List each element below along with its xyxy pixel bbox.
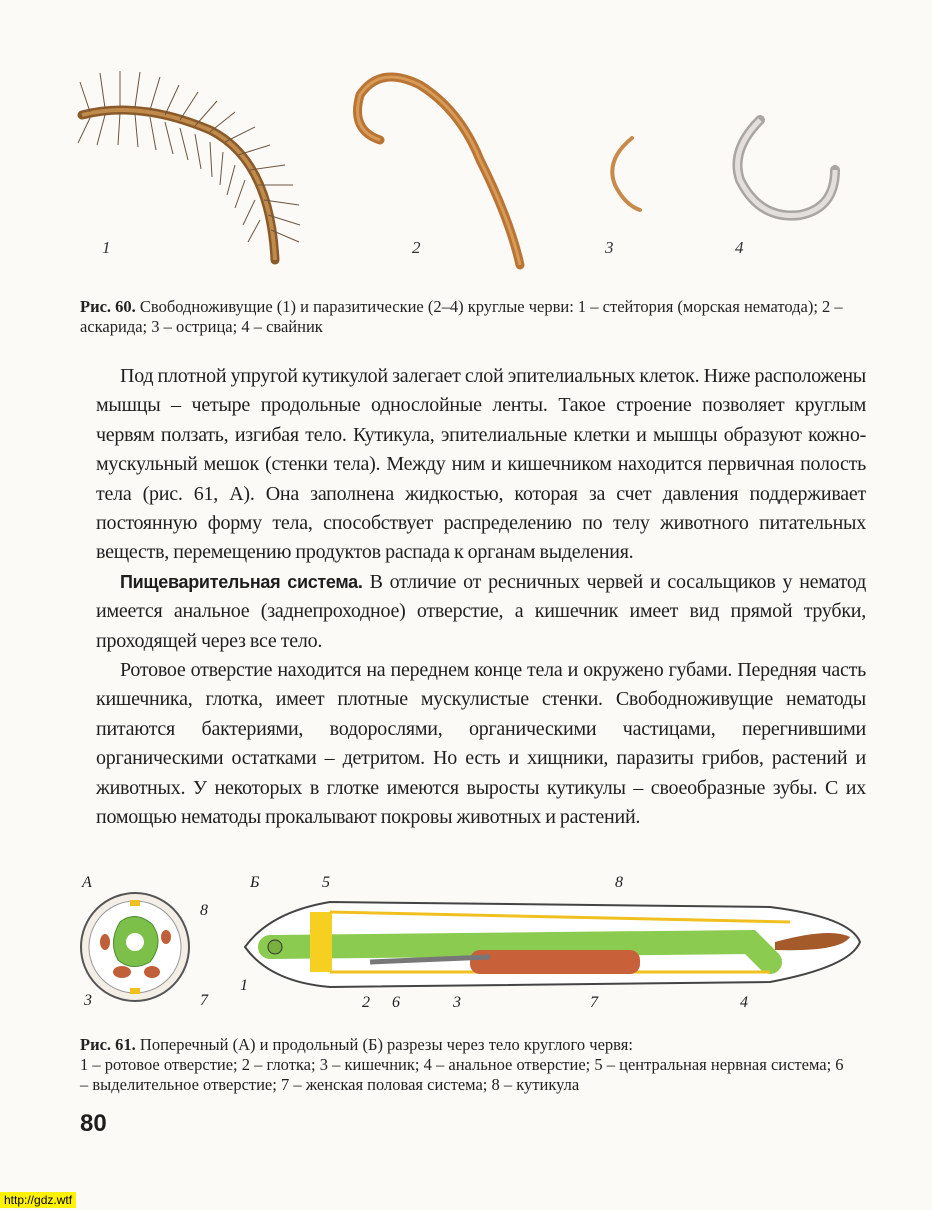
caption-title: Рис. 60.	[80, 297, 136, 316]
b-label-4: 4	[740, 994, 748, 1011]
figure-61-caption	[80, 1035, 850, 1095]
figure-61	[70, 872, 870, 1032]
worm-label-2: 2	[412, 238, 421, 257]
b-label-2: 2	[362, 994, 370, 1011]
panel-a-label: А	[82, 874, 92, 891]
a-label-3: 3	[84, 992, 92, 1009]
section-heading: Пищеварительная система.	[120, 571, 363, 592]
caption-line-1: Поперечный (А) и продольный (Б) разрезы через тело круглого червя:	[139, 1035, 633, 1054]
b-label-5: 5	[322, 874, 330, 891]
longitudinal-section-b	[245, 902, 860, 987]
b-label-1: 1	[240, 977, 248, 994]
b-label-6: 6	[392, 994, 400, 1011]
paragraph-digestive	[96, 568, 866, 656]
figure-60	[60, 60, 860, 280]
footer-link[interactable]: http://gdz.wtf	[0, 1192, 76, 1208]
body-text	[96, 362, 866, 833]
a-label-7: 7	[200, 992, 208, 1009]
paragraph: Под плотной упругой кутикулой залегает слой эпителиальных клеток. Ниже расположены мышцы – четыре продольные однослойные ленты. Такое строение позволяет круглым червям ползать, изгибая тело. Кутикула, эпителиальные клетки и мышцы образуют кожно-мускульный мешок (стенки тела). Между ним и кишечником находится первичная полость тела (рис. 61, А). Она заполнена жидкостью, которая за счет давления поддерживает постоянную форму тела, способствует распределению по телу животного питательных веществ, перемещению продуктов распада к органам выделения.	[96, 365, 866, 564]
b-label-8: 8	[615, 874, 623, 891]
worm-label-1: 1	[102, 238, 111, 257]
panel-b-label: Б	[250, 874, 260, 891]
svaynik-worm-drawing	[738, 120, 836, 216]
worm-label-3: 3	[605, 238, 614, 257]
b-label-3: 3	[453, 994, 461, 1011]
caption-title: Рис. 61.	[80, 1035, 136, 1054]
pinworm-drawing	[612, 138, 640, 210]
steitoria-worm-drawing	[78, 71, 300, 260]
paragraph: Ротовое отверстие находится на переднем конце тела и окружено губами. Передняя часть кишечника, глотка, имеет плотные мускулистые стенки. Свободноживущие нематоды питаются бактериями, водорослями, органическими частицами, перегнившими органическими остатками – детритом. Но есть и хищники, паразиты грибов, растений и животных. У некоторых в глотке имеются выросты кутикулы – своеобразные зубы. С их помощью нематоды прокалывают покровы животных и растений.	[96, 659, 866, 829]
paragraph-text: В отличие от ресничных червей и сосальщиков у нематод имеется анальное (заднепроходное) отверстие, а кишечник имеет вид прямой трубки, проходящей через все тело.	[96, 570, 867, 652]
figure-60-caption	[80, 297, 850, 337]
cross-section-diagrams	[70, 872, 870, 1032]
ascarid-worm-drawing	[358, 77, 521, 265]
caption-text: Свободноживущие (1) и паразитические (2–4) круглые черви: 1 – стейтория (морская нематода); 2 – аскарида; 3 – острица; 4 – свайник	[80, 297, 843, 336]
caption-line-2: 1 – ротовое отверстие; 2 – глотка; 3 – кишечник; 4 – анальное отверстие; 5 – центральная нервная система; 6 – выделительное отверстие; 7 – женская половая система; 8 – кутикула	[80, 1055, 844, 1094]
page-number: 80	[80, 1110, 107, 1137]
transverse-section-a	[81, 893, 189, 1001]
b-label-7: 7	[590, 994, 598, 1011]
worm-label-4: 4	[735, 238, 744, 257]
a-label-8: 8	[200, 902, 208, 919]
